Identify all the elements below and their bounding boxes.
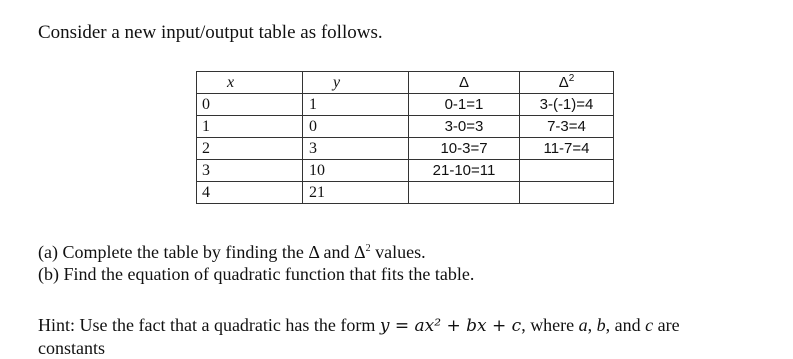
hint-text bbox=[38, 315, 680, 336]
table-row bbox=[197, 182, 614, 204]
hint-suffix-2: are bbox=[653, 315, 680, 335]
question-a bbox=[38, 241, 474, 263]
cell-x: 1 bbox=[197, 116, 303, 138]
cell-delta-squared: 7-3=4 bbox=[520, 116, 614, 138]
cell-y: 1 bbox=[303, 94, 409, 116]
cell-x: 0 bbox=[197, 94, 303, 116]
cell-y: 0 bbox=[303, 116, 409, 138]
table-row bbox=[197, 160, 614, 182]
cell-x: 3 bbox=[197, 160, 303, 182]
header-delta-squared-exponent: 2 bbox=[568, 73, 575, 84]
header-x: x bbox=[197, 72, 303, 94]
hint-continuation: constants bbox=[38, 338, 105, 358]
header-delta: Δ bbox=[409, 72, 520, 94]
cell-delta bbox=[409, 182, 520, 204]
cell-delta-squared: 3-(-1)=4 bbox=[520, 94, 614, 116]
cell-delta: 0-1=1 bbox=[409, 94, 520, 116]
hint-prefix: Hint: Use the fact that a quadratic has the form bbox=[38, 315, 380, 335]
header-y: y bbox=[303, 72, 409, 94]
question-a-prefix: (a) Complete the table by finding the bbox=[38, 242, 309, 262]
table-row bbox=[197, 94, 614, 116]
table-header-row bbox=[197, 72, 614, 94]
hint-var-a: a bbox=[578, 315, 588, 335]
question-a-mid: and bbox=[319, 242, 355, 262]
question-a-suffix: values. bbox=[370, 242, 426, 262]
questions-block bbox=[38, 241, 474, 285]
cell-delta-squared: 11-7=4 bbox=[520, 138, 614, 160]
cell-x: 2 bbox=[197, 138, 303, 160]
table-row bbox=[197, 116, 614, 138]
input-output-table bbox=[196, 71, 614, 204]
intro-text: Consider a new input/output table as follows. bbox=[38, 22, 383, 43]
question-b: (b) Find the equation of quadratic function that fits the table. bbox=[38, 264, 475, 284]
hint-var-c: c bbox=[645, 315, 654, 335]
hint-sep-1: , bbox=[587, 315, 597, 335]
question-a-delta2: Δ bbox=[354, 242, 366, 262]
header-delta-squared bbox=[520, 72, 614, 94]
cell-delta: 10-3=7 bbox=[409, 138, 520, 160]
question-a-delta2-exponent: 2 bbox=[365, 243, 371, 254]
hint-var-b: b bbox=[596, 315, 606, 335]
cell-delta-squared bbox=[520, 182, 614, 204]
cell-delta-squared bbox=[520, 160, 614, 182]
question-a-delta: Δ bbox=[308, 242, 320, 262]
table-row bbox=[197, 138, 614, 160]
header-delta-squared-base: Δ bbox=[558, 74, 569, 91]
hint-suffix-1: , where bbox=[521, 315, 579, 335]
hint-sep-2: , and bbox=[605, 315, 646, 335]
cell-delta: 21-10=11 bbox=[409, 160, 520, 182]
cell-y: 3 bbox=[303, 138, 409, 160]
cell-y: 21 bbox=[303, 182, 409, 204]
cell-delta: 3-0=3 bbox=[409, 116, 520, 138]
hint-formula: y = ax² + bx + c bbox=[379, 316, 522, 336]
cell-x: 4 bbox=[197, 182, 303, 204]
cell-y: 10 bbox=[303, 160, 409, 182]
